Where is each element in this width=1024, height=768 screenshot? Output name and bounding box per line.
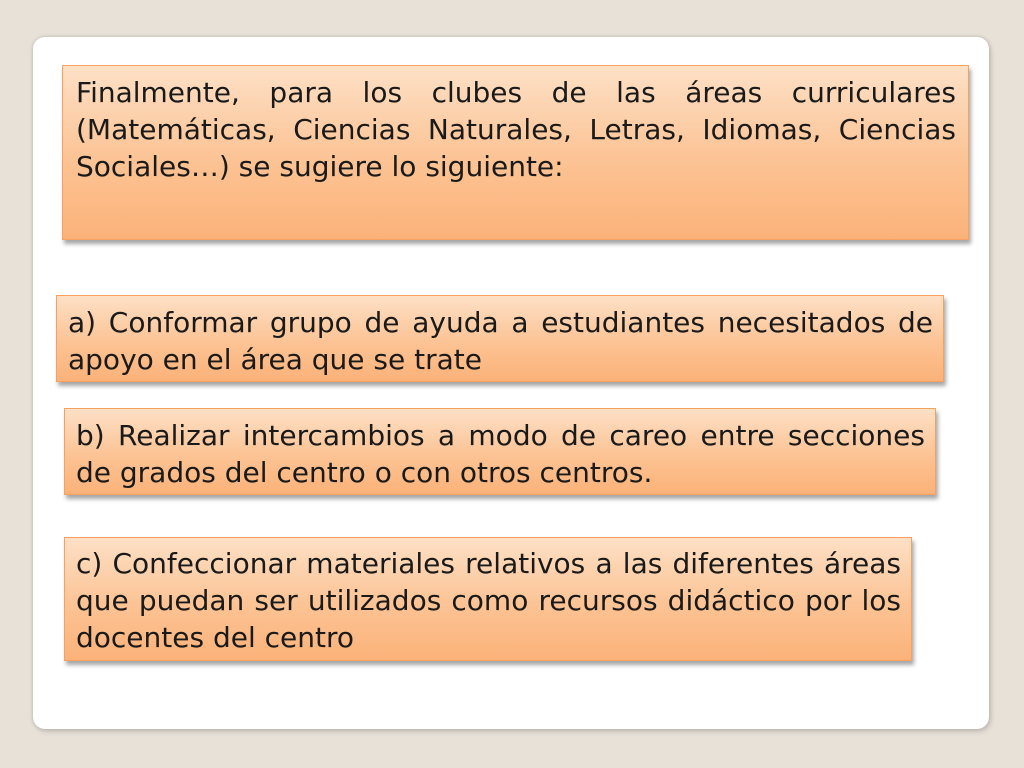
suggestion-c-box [64, 537, 912, 661]
intro-text: Finalmente, para los clubes de las áreas curriculares (Matemáticas, Ciencias Naturales, Letras, Idiomas, Ciencias Sociales…) se sugiere lo siguiente: [76, 76, 956, 183]
suggestion-c-text: c) Confeccionar materiales relativos a las diferentes áreas que puedan ser utilizados como recursos didáctico por los docentes del centro [76, 547, 901, 654]
intro-text-box [62, 65, 969, 240]
suggestion-b-text: b) Realizar intercambios a modo de careo entre secciones de grados del centro o con otros centros. [76, 419, 925, 489]
suggestion-b-box [64, 408, 936, 495]
suggestion-a-box [56, 295, 944, 382]
suggestion-a-text: a) Conformar grupo de ayuda a estudiantes necesitados de apoyo en el área que se trate [68, 306, 933, 376]
